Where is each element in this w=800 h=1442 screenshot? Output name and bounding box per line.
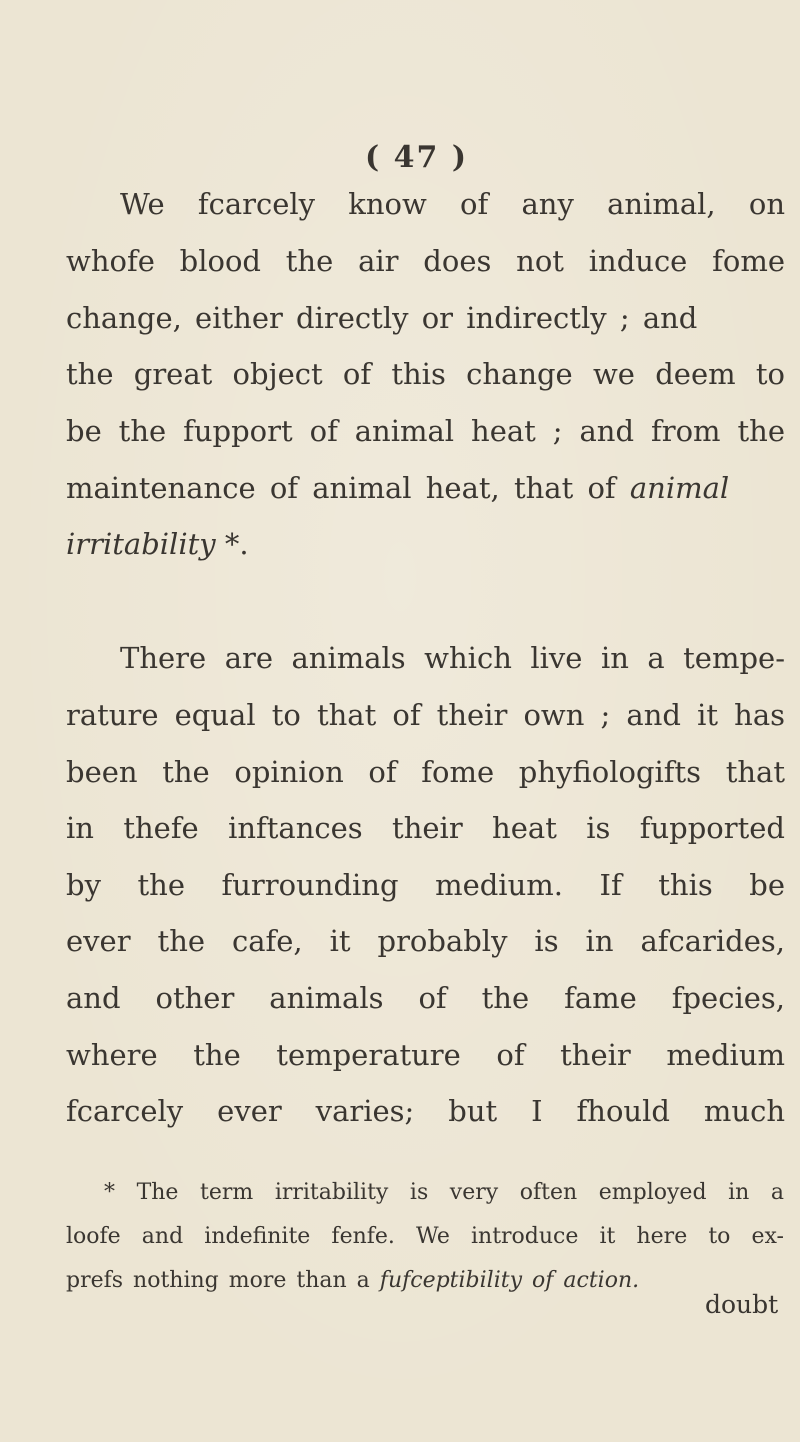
text-line: We fcarcely know of any animal, on xyxy=(120,187,785,221)
text-line: rature equal to that of their own ; and it has xyxy=(66,698,785,732)
text-line: fcarcely ever varies; but I fhould much xyxy=(66,1094,785,1128)
text-line: the great object of this change we deem to xyxy=(66,357,785,391)
text-line: where the temperature of their medium xyxy=(66,1038,785,1072)
text-line: and other animals of the fame fpecies, xyxy=(66,981,785,1015)
text-span: maintenance of animal heat, that of xyxy=(66,471,616,505)
text-line: whofe blood the air does not induce fome xyxy=(66,244,785,278)
text-line: by the furrounding medium. If this be xyxy=(66,868,785,902)
catchword: doubt xyxy=(705,1290,779,1319)
text-line: change, either directly or indirectly ; and xyxy=(66,301,698,335)
italic-word: animal xyxy=(629,471,730,505)
text-line: be the fupport of animal heat ; and from the xyxy=(66,414,785,448)
italic-word: irritability xyxy=(66,527,216,561)
footnote-line xyxy=(66,1270,639,1292)
footnote-marker: *. xyxy=(215,527,249,561)
text-line xyxy=(66,527,249,561)
page-number: ( 47 ) xyxy=(365,140,469,175)
text-line: ever the cafe, it probably is in afcarides, xyxy=(66,924,785,958)
italic-phrase: fufceptibility of action. xyxy=(379,1268,640,1293)
text-span: prefs nothing more than a xyxy=(66,1268,370,1293)
text-line: been the opinion of fome phyfiologifts that xyxy=(66,755,785,789)
footnote-line: * The term irritability is very often employed in a xyxy=(104,1180,784,1205)
text-line: in thefe inftances their heat is fupported xyxy=(66,811,785,845)
text-line xyxy=(66,471,785,505)
text-line: There are animals which live in a tempe- xyxy=(120,641,785,675)
footnote-line: loofe and indefinite fenfe. We introduce it here to ex- xyxy=(66,1224,784,1249)
